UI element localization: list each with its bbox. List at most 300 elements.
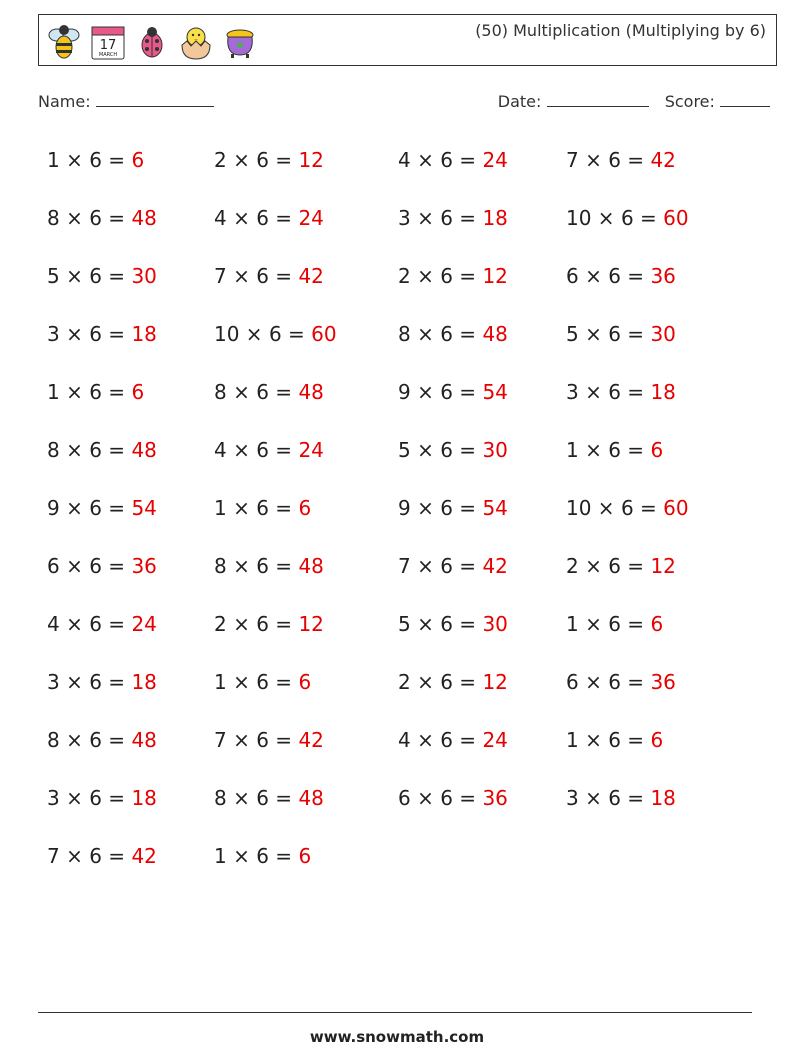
name-blank[interactable] — [96, 92, 214, 107]
header-box — [38, 14, 777, 66]
times-sign: × — [59, 670, 90, 694]
factor-a: 4 — [398, 148, 411, 172]
times-sign: × — [59, 612, 90, 636]
factor-b: 6 — [89, 786, 102, 810]
times-sign: × — [578, 554, 609, 578]
factor-a: 9 — [47, 496, 60, 520]
equals-sign: = — [452, 786, 483, 810]
factor-a: 8 — [398, 322, 411, 346]
factor-b: 6 — [89, 322, 102, 346]
problem-item — [398, 148, 508, 172]
equals-sign: = — [268, 438, 299, 462]
factor-b: 6 — [268, 322, 282, 346]
score-label: Score: — [664, 92, 715, 111]
problem-item — [214, 786, 324, 810]
times-sign: × — [578, 670, 609, 694]
times-sign: × — [226, 728, 257, 752]
problem-item — [398, 728, 508, 752]
answer: 60 — [311, 322, 337, 346]
factor-a: 9 — [398, 496, 411, 520]
factor-a: 6 — [566, 264, 579, 288]
times-sign: × — [59, 264, 90, 288]
factor-a: 7 — [214, 728, 227, 752]
answer: 42 — [298, 264, 324, 288]
factor-a: 2 — [566, 554, 579, 578]
factor-b: 6 — [440, 554, 453, 578]
factor-a: 4 — [214, 438, 227, 462]
answer: 48 — [298, 786, 324, 810]
times-sign: × — [578, 322, 609, 346]
factor-a: 5 — [47, 264, 60, 288]
equals-sign: = — [620, 380, 651, 404]
times-sign: × — [59, 380, 90, 404]
problem-item — [47, 206, 157, 230]
factor-a: 10 — [566, 206, 592, 230]
factor-b: 6 — [256, 148, 269, 172]
times-sign: × — [226, 438, 257, 462]
answer: 42 — [131, 844, 157, 868]
problem-item — [214, 844, 311, 868]
equals-sign: = — [101, 206, 132, 230]
problem-item — [398, 438, 508, 462]
equals-sign: = — [101, 438, 132, 462]
factor-a: 1 — [566, 612, 579, 636]
factor-b: 6 — [440, 380, 453, 404]
factor-b: 6 — [256, 554, 269, 578]
factor-a: 9 — [398, 380, 411, 404]
factor-a: 1 — [47, 380, 60, 404]
times-sign: × — [226, 670, 257, 694]
problem-item — [398, 786, 508, 810]
equals-sign: = — [452, 612, 483, 636]
equals-sign: = — [620, 438, 651, 462]
problem-item — [566, 496, 689, 520]
times-sign: × — [578, 264, 609, 288]
equals-sign: = — [452, 554, 483, 578]
times-sign: × — [410, 786, 441, 810]
factor-b: 6 — [620, 496, 634, 520]
times-sign: × — [410, 728, 441, 752]
answer: 12 — [482, 670, 508, 694]
factor-b: 6 — [608, 612, 621, 636]
answer: 24 — [482, 728, 508, 752]
answer: 48 — [131, 728, 157, 752]
problem-item — [214, 670, 311, 694]
times-sign: × — [410, 148, 441, 172]
times-sign: × — [226, 264, 257, 288]
equals-sign: = — [101, 496, 132, 520]
date-blank[interactable] — [547, 92, 649, 107]
factor-a: 3 — [47, 786, 60, 810]
times-sign: × — [578, 728, 609, 752]
factor-a: 7 — [47, 844, 60, 868]
equals-sign: = — [281, 322, 312, 346]
times-sign: × — [410, 612, 441, 636]
factor-b: 6 — [608, 554, 621, 578]
answer: 48 — [131, 206, 157, 230]
times-sign: × — [578, 786, 609, 810]
times-sign: × — [226, 496, 257, 520]
factor-a: 1 — [214, 670, 227, 694]
problem-item — [214, 612, 324, 636]
problem-item — [566, 554, 676, 578]
equals-sign: = — [452, 438, 483, 462]
problem-item — [47, 612, 157, 636]
factor-a: 1 — [214, 844, 227, 868]
footer-website: www.snowmath.com — [309, 1028, 485, 1046]
score-blank[interactable] — [720, 92, 770, 107]
factor-a: 10 — [214, 322, 240, 346]
answer: 12 — [298, 148, 324, 172]
answer: 48 — [482, 322, 508, 346]
factor-a: 10 — [566, 496, 592, 520]
answer: 54 — [482, 496, 508, 520]
times-sign: × — [410, 380, 441, 404]
problem-item — [398, 496, 508, 520]
factor-a: 4 — [47, 612, 60, 636]
factor-b: 6 — [608, 786, 621, 810]
factor-a: 8 — [214, 554, 227, 578]
problem-item — [566, 438, 663, 462]
factor-b: 6 — [89, 670, 102, 694]
factor-a: 8 — [47, 438, 60, 462]
factor-b: 6 — [89, 612, 102, 636]
problem-item — [214, 496, 311, 520]
factor-a: 6 — [398, 786, 411, 810]
factor-b: 6 — [608, 380, 621, 404]
factor-a: 2 — [214, 148, 227, 172]
times-sign: × — [410, 264, 441, 288]
problem-item — [214, 380, 324, 404]
factor-b: 6 — [440, 786, 453, 810]
factor-a: 5 — [398, 438, 411, 462]
times-sign: × — [591, 496, 621, 520]
factor-a: 5 — [566, 322, 579, 346]
answer: 24 — [131, 612, 157, 636]
equals-sign: = — [452, 380, 483, 404]
factor-a: 7 — [214, 264, 227, 288]
factor-a: 8 — [47, 728, 60, 752]
factor-b: 6 — [89, 380, 102, 404]
times-sign: × — [239, 322, 269, 346]
answer: 30 — [131, 264, 157, 288]
answer: 6 — [131, 380, 145, 404]
problem-item — [398, 264, 508, 288]
problem-item — [47, 554, 157, 578]
factor-b: 6 — [89, 438, 102, 462]
factor-a: 8 — [47, 206, 60, 230]
answer: 60 — [663, 496, 689, 520]
equals-sign: = — [633, 496, 664, 520]
problem-item — [398, 206, 508, 230]
answer: 6 — [298, 670, 312, 694]
answer: 42 — [650, 148, 676, 172]
factor-b: 6 — [256, 670, 269, 694]
answer: 6 — [298, 844, 312, 868]
equals-sign: = — [268, 728, 299, 752]
factor-b: 6 — [440, 148, 453, 172]
factor-b: 6 — [256, 264, 269, 288]
factor-b: 6 — [440, 438, 453, 462]
problem-item — [214, 148, 324, 172]
problem-item — [566, 670, 676, 694]
answer: 12 — [298, 612, 324, 636]
factor-b: 6 — [608, 264, 621, 288]
problem-item — [47, 670, 157, 694]
problem-item — [398, 322, 508, 346]
problem-item — [566, 264, 676, 288]
factor-b: 6 — [89, 264, 102, 288]
answer: 54 — [482, 380, 508, 404]
pot-of-gold-icon — [221, 21, 259, 61]
equals-sign: = — [101, 380, 132, 404]
equals-sign: = — [268, 844, 299, 868]
equals-sign: = — [620, 728, 651, 752]
answer: 6 — [650, 728, 664, 752]
answer: 30 — [482, 612, 508, 636]
times-sign: × — [591, 206, 621, 230]
answer: 60 — [663, 206, 689, 230]
factor-a: 3 — [47, 322, 60, 346]
times-sign: × — [59, 844, 90, 868]
factor-b: 6 — [440, 670, 453, 694]
equals-sign: = — [452, 206, 483, 230]
times-sign: × — [578, 612, 609, 636]
times-sign: × — [410, 322, 441, 346]
answer: 48 — [131, 438, 157, 462]
factor-b: 6 — [256, 380, 269, 404]
problem-item — [398, 380, 508, 404]
factor-a: 3 — [47, 670, 60, 694]
equals-sign: = — [101, 670, 132, 694]
times-sign: × — [410, 554, 441, 578]
bee-icon — [45, 21, 83, 61]
problem-item — [47, 844, 157, 868]
factor-a: 2 — [398, 264, 411, 288]
problem-item — [398, 612, 508, 636]
factor-b: 6 — [256, 728, 269, 752]
factor-b: 6 — [256, 786, 269, 810]
factor-a: 8 — [214, 380, 227, 404]
factor-b: 6 — [256, 496, 269, 520]
equals-sign: = — [620, 554, 651, 578]
factor-a: 6 — [47, 554, 60, 578]
problem-item — [214, 438, 324, 462]
times-sign: × — [59, 322, 90, 346]
factor-b: 6 — [256, 844, 269, 868]
factor-b: 6 — [440, 322, 453, 346]
factor-b: 6 — [89, 554, 102, 578]
problem-item — [566, 148, 676, 172]
factor-b: 6 — [89, 728, 102, 752]
times-sign: × — [410, 206, 441, 230]
times-sign: × — [578, 438, 609, 462]
factor-b: 6 — [256, 206, 269, 230]
times-sign: × — [226, 844, 257, 868]
answer: 24 — [298, 206, 324, 230]
problem-item — [566, 322, 676, 346]
problem-item — [47, 496, 157, 520]
factor-b: 6 — [89, 844, 102, 868]
answer: 6 — [650, 612, 664, 636]
answer: 18 — [482, 206, 508, 230]
equals-sign: = — [101, 786, 132, 810]
times-sign: × — [226, 380, 257, 404]
times-sign: × — [410, 496, 441, 520]
times-sign: × — [59, 438, 90, 462]
times-sign: × — [226, 612, 257, 636]
factor-a: 1 — [566, 438, 579, 462]
problem-item — [566, 612, 663, 636]
answer: 24 — [482, 148, 508, 172]
answer: 18 — [650, 786, 676, 810]
chick-icon — [177, 21, 215, 61]
factor-a: 1 — [566, 728, 579, 752]
equals-sign: = — [452, 148, 483, 172]
equals-sign: = — [101, 148, 132, 172]
factor-b: 6 — [440, 728, 453, 752]
problem-item — [566, 380, 676, 404]
answer: 6 — [131, 148, 145, 172]
calendar-icon — [89, 21, 127, 61]
equals-sign: = — [452, 496, 483, 520]
equals-sign: = — [268, 496, 299, 520]
equals-sign: = — [452, 264, 483, 288]
answer: 36 — [650, 670, 676, 694]
times-sign: × — [59, 148, 90, 172]
equals-sign: = — [620, 264, 651, 288]
equals-sign: = — [101, 844, 132, 868]
answer: 42 — [298, 728, 324, 752]
factor-a: 6 — [566, 670, 579, 694]
answer: 18 — [650, 380, 676, 404]
problem-item — [47, 438, 157, 462]
equals-sign: = — [268, 148, 299, 172]
equals-sign: = — [101, 264, 132, 288]
times-sign: × — [578, 148, 609, 172]
factor-b: 6 — [256, 612, 269, 636]
answer: 36 — [482, 786, 508, 810]
factor-a: 7 — [398, 554, 411, 578]
times-sign: × — [410, 670, 441, 694]
calendar-month: MARCH — [98, 52, 118, 58]
factor-a: 2 — [214, 612, 227, 636]
factor-a: 4 — [398, 728, 411, 752]
answer: 6 — [298, 496, 312, 520]
answer: 6 — [650, 438, 664, 462]
problem-item — [47, 380, 144, 404]
name-field — [38, 92, 214, 111]
factor-a: 1 — [47, 148, 60, 172]
answer: 48 — [298, 554, 324, 578]
equals-sign: = — [452, 322, 483, 346]
times-sign: × — [59, 786, 90, 810]
times-sign: × — [226, 554, 257, 578]
factor-b: 6 — [608, 438, 621, 462]
times-sign: × — [226, 148, 257, 172]
problem-item — [398, 670, 508, 694]
equals-sign: = — [633, 206, 664, 230]
problem-item — [47, 728, 157, 752]
times-sign: × — [59, 728, 90, 752]
problem-item — [214, 728, 324, 752]
equals-sign: = — [101, 322, 132, 346]
answer: 36 — [131, 554, 157, 578]
times-sign: × — [226, 206, 257, 230]
equals-sign: = — [620, 786, 651, 810]
factor-b: 6 — [89, 148, 102, 172]
problem-item — [47, 264, 157, 288]
equals-sign: = — [268, 380, 299, 404]
answer: 48 — [298, 380, 324, 404]
equals-sign: = — [268, 670, 299, 694]
equals-sign: = — [268, 554, 299, 578]
factor-b: 6 — [440, 264, 453, 288]
header-icons — [45, 21, 259, 61]
equals-sign: = — [620, 322, 651, 346]
equals-sign: = — [452, 670, 483, 694]
page-title: (50) Multiplication (Multiplying by 6) — [475, 21, 766, 40]
problem-item — [566, 728, 663, 752]
answer: 12 — [650, 554, 676, 578]
factor-b: 6 — [608, 148, 621, 172]
factor-b: 6 — [608, 322, 621, 346]
equals-sign: = — [620, 612, 651, 636]
times-sign: × — [410, 438, 441, 462]
problem-item — [566, 206, 689, 230]
answer: 30 — [482, 438, 508, 462]
factor-a: 4 — [214, 206, 227, 230]
factor-a: 3 — [398, 206, 411, 230]
problem-item — [398, 554, 508, 578]
factor-b: 6 — [440, 206, 453, 230]
equals-sign: = — [268, 786, 299, 810]
answer: 12 — [482, 264, 508, 288]
answer: 30 — [650, 322, 676, 346]
equals-sign: = — [268, 612, 299, 636]
equals-sign: = — [268, 206, 299, 230]
calendar-day: 17 — [99, 38, 117, 53]
problem-item — [214, 264, 324, 288]
problem-item — [566, 786, 676, 810]
factor-a: 7 — [566, 148, 579, 172]
problem-item — [214, 322, 337, 346]
equals-sign: = — [101, 554, 132, 578]
factor-b: 6 — [608, 728, 621, 752]
factor-a: 1 — [214, 496, 227, 520]
answer: 24 — [298, 438, 324, 462]
factor-b: 6 — [440, 612, 453, 636]
factor-b: 6 — [256, 438, 269, 462]
footer-divider — [38, 1012, 752, 1013]
answer: 18 — [131, 322, 157, 346]
answer: 36 — [650, 264, 676, 288]
problem-item — [214, 206, 324, 230]
equals-sign: = — [620, 670, 651, 694]
times-sign: × — [59, 496, 90, 520]
answer: 42 — [482, 554, 508, 578]
factor-b: 6 — [620, 206, 634, 230]
factor-a: 3 — [566, 380, 579, 404]
problem-item — [47, 786, 157, 810]
factor-b: 6 — [440, 496, 453, 520]
problem-item — [47, 148, 144, 172]
factor-b: 6 — [89, 206, 102, 230]
factor-b: 6 — [89, 496, 102, 520]
factor-a: 3 — [566, 786, 579, 810]
times-sign: × — [226, 786, 257, 810]
factor-b: 6 — [608, 670, 621, 694]
